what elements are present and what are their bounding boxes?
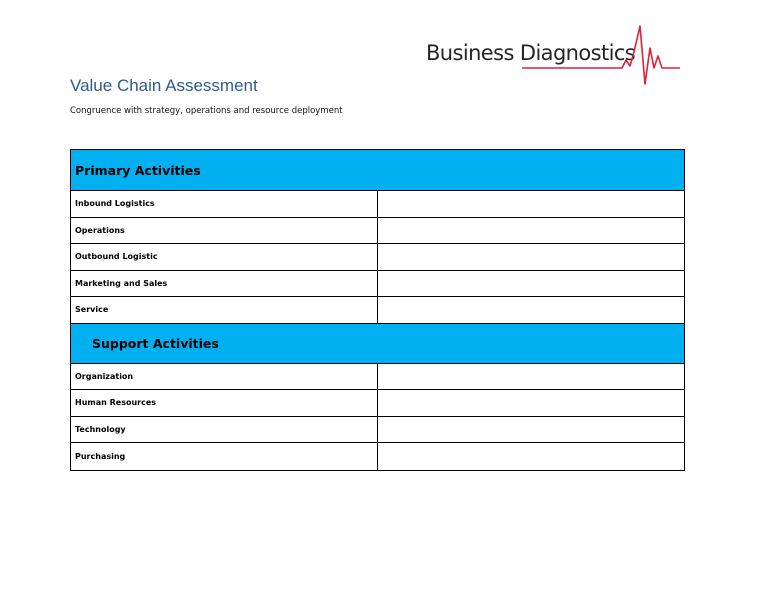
row-label: Marketing and Sales [71, 271, 378, 297]
logo-text: Business Diagnostics [426, 41, 636, 65]
row-label: Technology [71, 417, 378, 443]
row-label: Operations [71, 218, 378, 244]
document-subtitle: Congruence with strategy, operations and resource deployment [70, 106, 343, 116]
row-value-cell[interactable] [378, 218, 684, 244]
section-heading: Support Activities [92, 335, 219, 351]
table-row [71, 390, 684, 417]
business-diagnostics-logo [426, 22, 684, 88]
document-title: Value Chain Assessment [70, 76, 258, 95]
heartbeat-pulse-icon [426, 22, 684, 88]
primary-activities-header [71, 150, 684, 191]
value-chain-table [70, 149, 685, 471]
row-label: Outbound Logistic [71, 244, 378, 270]
table-row [71, 191, 684, 218]
table-row [71, 364, 684, 391]
table-row [71, 244, 684, 271]
row-value-cell[interactable] [378, 271, 684, 297]
row-value-cell[interactable] [378, 297, 684, 323]
row-label: Service [71, 297, 378, 323]
row-value-cell[interactable] [378, 443, 684, 470]
row-label: Human Resources [71, 390, 378, 416]
row-value-cell[interactable] [378, 191, 684, 217]
row-label: Purchasing [71, 443, 378, 470]
row-value-cell[interactable] [378, 417, 684, 443]
row-value-cell[interactable] [378, 244, 684, 270]
support-activities-header [71, 324, 684, 364]
row-label: Inbound Logistics [71, 191, 378, 217]
row-value-cell[interactable] [378, 364, 684, 390]
section-heading: Primary Activities [75, 162, 201, 178]
table-row [71, 443, 684, 470]
table-row [71, 417, 684, 444]
table-row [71, 297, 684, 324]
row-label: Organization [71, 364, 378, 390]
table-row [71, 218, 684, 245]
table-row [71, 271, 684, 298]
row-value-cell[interactable] [378, 390, 684, 416]
